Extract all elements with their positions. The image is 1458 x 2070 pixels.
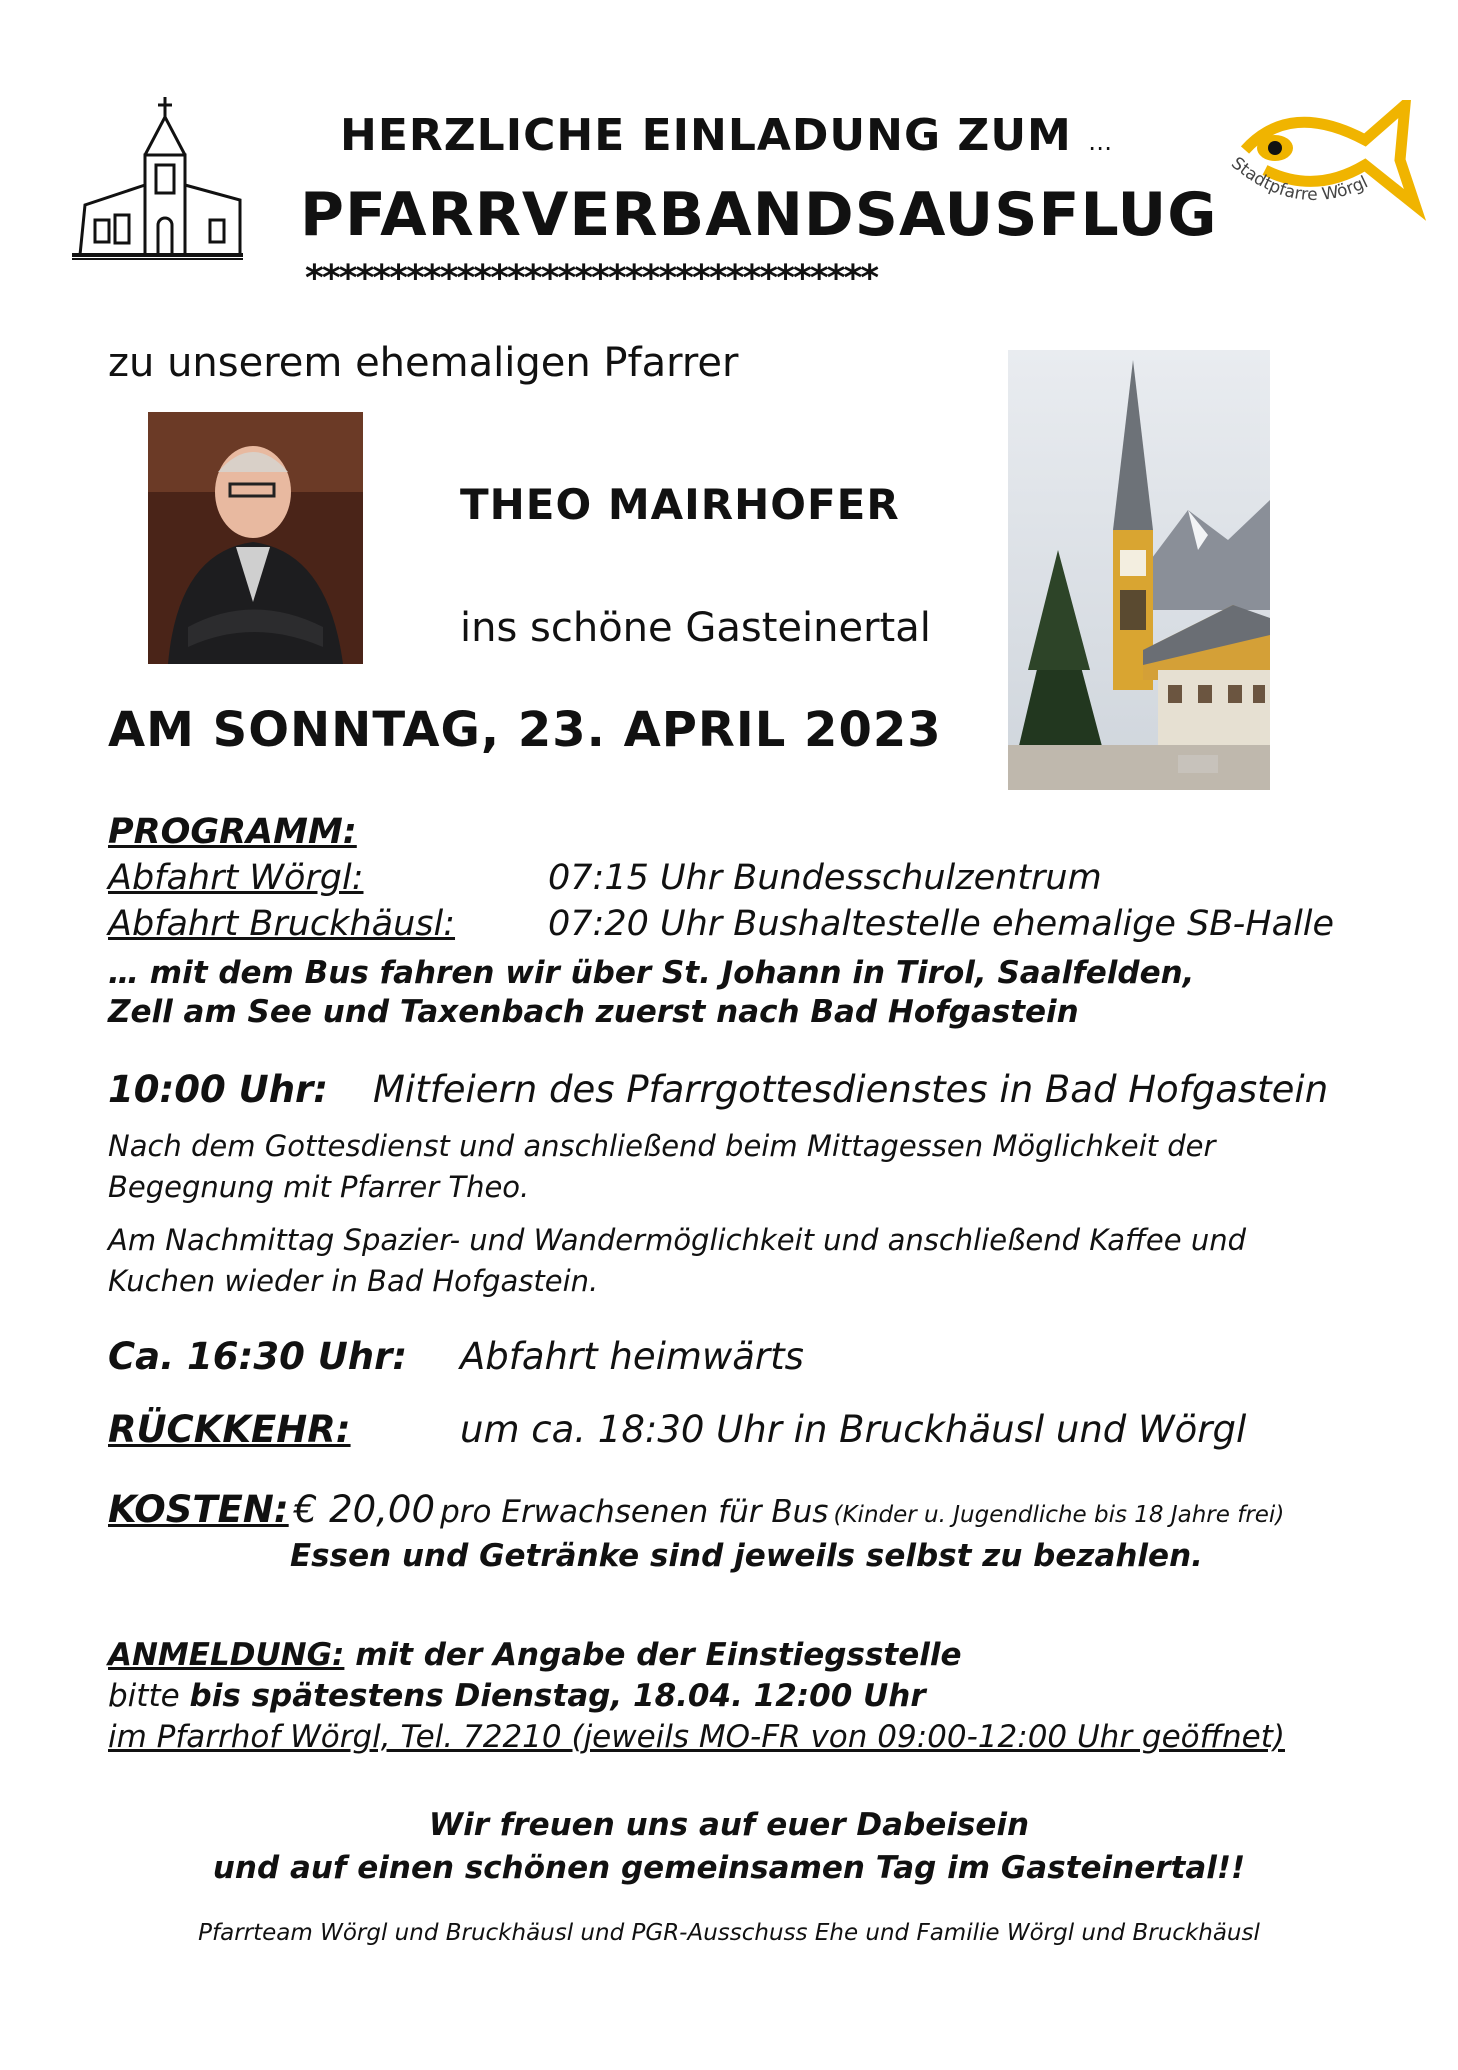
logo-text: Stadtpfarre Wörgl	[1227, 153, 1372, 206]
arrival-label: RÜCKKEHR:	[108, 1408, 351, 1451]
pastor-photo	[148, 412, 363, 664]
registration-line2	[108, 1678, 926, 1714]
fish-eye-logo	[1205, 100, 1430, 225]
para1-line1: Nach dem Gottesdienst und anschließend beim Mittagessen Möglichkeit der	[108, 1129, 1216, 1163]
registration-deadline: bis spätestens Dienstag, 18.04. 12:00 Uhr	[189, 1678, 926, 1714]
mass-time: 10:00 Uhr:	[108, 1068, 329, 1111]
departure-value-woergl: 07:15 Uhr Bundesschulzentrum	[548, 858, 1102, 898]
departure-label-bruckhaeusl: Abfahrt Bruckhäusl:	[108, 904, 456, 944]
costs-line	[108, 1488, 1284, 1531]
costs-price: € 20,00	[293, 1488, 436, 1531]
invitation-heading	[340, 110, 1113, 161]
pastor-name: THEO MAIRHOFER	[460, 480, 900, 529]
costs-text: pro Erwachsenen für Bus	[440, 1494, 829, 1530]
event-date: AM SONNTAG, 23. APRIL 2023	[108, 702, 942, 758]
para1-line2: Begegnung mit Pfarrer Theo.	[108, 1170, 530, 1204]
departure-label-woergl: Abfahrt Wörgl:	[108, 858, 364, 898]
return-time: Ca. 16:30 Uhr:	[108, 1335, 408, 1378]
destination-line: ins schöne Gasteinertal	[460, 605, 931, 651]
registration-text: mit der Angabe der Einstiegsstelle	[355, 1637, 962, 1673]
return-text: Abfahrt heimwärts	[460, 1335, 804, 1378]
closing-line1: Wir freuen uns auf euer Dabeisein	[428, 1807, 1030, 1843]
signature: Pfarrteam Wörgl und Bruckhäusl und PGR-Ausschuss Ehe und Familie Wörgl und Bruckhäusl	[198, 1920, 1260, 1946]
registration-bitte: bitte	[108, 1678, 190, 1714]
departure-value-bruckhaeusl: 07:20 Uhr Bushaltestelle ehemalige SB-Halle	[548, 904, 1335, 944]
church-icon	[70, 95, 245, 260]
closing-line2: und auf einen schönen gemeinsamen Tag im Gasteinertal!!	[212, 1850, 1246, 1886]
intro-line: zu unserem ehemaligen Pfarrer	[108, 340, 739, 386]
church-photo	[1008, 350, 1270, 790]
costs-label: KOSTEN:	[108, 1488, 289, 1531]
program-heading: PROGRAMM:	[108, 812, 357, 852]
route-line2: Zell am See und Taxenbach zuerst nach Bad Hofgastein	[108, 994, 1079, 1030]
heading-line1: HERZLICHE EINLADUNG ZUM	[340, 110, 1072, 161]
para2-line2: Kuchen wieder in Bad Hofgastein.	[108, 1264, 599, 1298]
route-line1: … mit dem Bus fahren wir über St. Johann in Tirol, Saalfelden,	[108, 955, 1195, 991]
arrival-text: um ca. 18:30 Uhr in Bruckhäusl und Wörgl	[460, 1408, 1247, 1451]
stars-divider: **********************************	[305, 258, 878, 299]
registration-line1	[108, 1637, 962, 1673]
para2-line1: Am Nachmittag Spazier- und Wandermöglichkeit und anschließend Kaffee und	[108, 1223, 1246, 1257]
costs-food: Essen und Getränke sind jeweils selbst zu bezahlen.	[290, 1538, 1203, 1574]
mass-text: Mitfeiern des Pfarrgottesdienstes in Bad Hofgastein	[373, 1068, 1329, 1111]
heading-dots: …	[1088, 128, 1114, 156]
costs-note: (Kinder u. Jugendliche bis 18 Jahre frei)	[833, 1502, 1285, 1528]
registration-contact: im Pfarrhof Wörgl, Tel. 72210 (jeweils MO-FR von 09:00-12:00 Uhr geöffnet)	[108, 1719, 1285, 1755]
page-title: PFARRVERBANDSAUSFLUG	[300, 180, 1218, 250]
registration-label: ANMELDUNG:	[108, 1637, 345, 1673]
